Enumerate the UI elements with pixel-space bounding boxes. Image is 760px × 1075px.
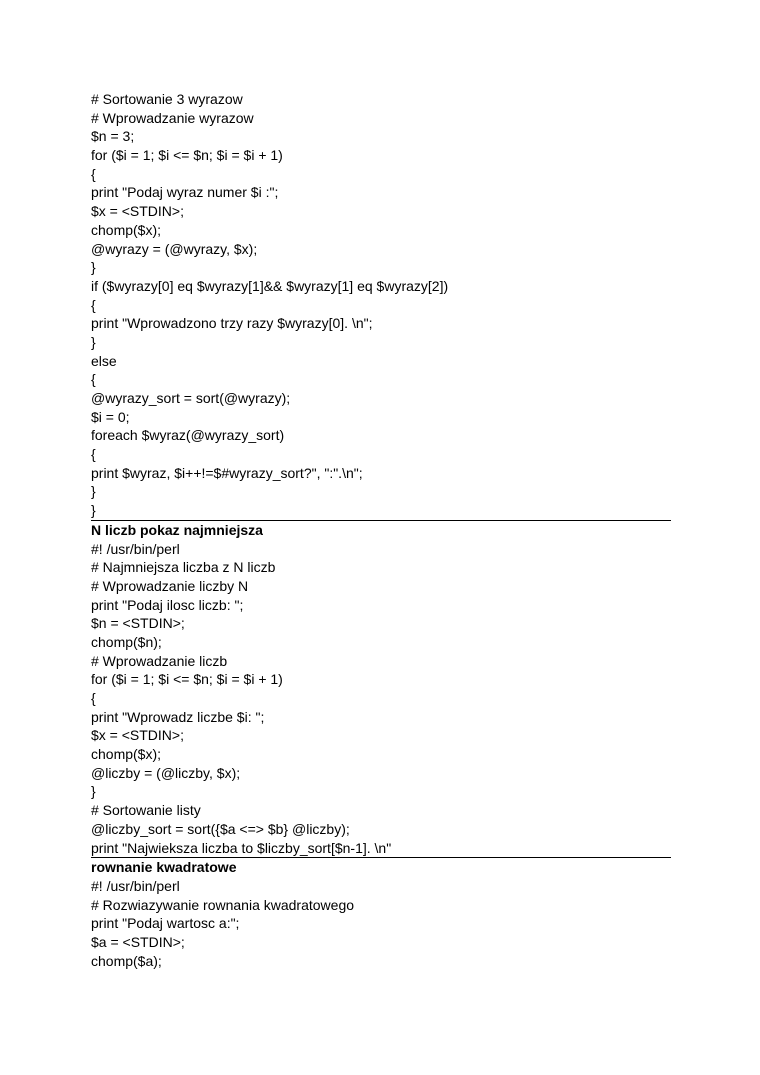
code-line: @wyrazy_sort = sort(@wyrazy); — [91, 390, 291, 406]
code-line: # Rozwiazywanie rownania kwadratowego — [91, 896, 355, 913]
code-line: chomp($x); — [91, 221, 162, 238]
code-line: $a = <STDIN>; — [91, 933, 185, 950]
code-section-sort-words — [91, 90, 671, 520]
code-line: print "Wprowadz liczbe $i: "; — [91, 708, 265, 725]
code-line: { — [91, 446, 96, 463]
code-line: chomp($x); — [91, 746, 162, 763]
code-line: } — [91, 333, 96, 350]
code-line: # Wprowadzanie liczby N — [91, 577, 249, 594]
section-title: N liczb pokaz najmniejsza — [91, 521, 263, 538]
code-line: { — [91, 371, 96, 388]
code-line: chomp($n); — [91, 633, 162, 650]
code-line: @wyrazy = (@wyrazy, $x); — [91, 240, 258, 257]
code-line: print "Podaj ilosc liczb: "; — [91, 596, 244, 613]
code-line: } — [91, 783, 96, 800]
document-page — [91, 90, 671, 970]
code-line: else — [91, 352, 117, 369]
code-line: print "Podaj wyraz numer $i :"; — [91, 184, 279, 201]
code-line: foreach $wyraz(@wyrazy_sort) — [91, 427, 285, 444]
code-line: } — [91, 483, 96, 500]
code-line: print "Najwieksza liczba to $liczby_sort[$n-1]. \n" — [91, 839, 392, 856]
code-line: { — [91, 296, 96, 313]
code-section-quadratic — [91, 858, 671, 970]
code-line: # Wprowadzanie liczb — [91, 652, 228, 669]
code-line: for ($i = 1; $i <= $n; $i = $i + 1) — [91, 147, 283, 164]
code-line: # Najmniejsza liczba z N liczb — [91, 559, 276, 576]
code-line: print $wyraz, $i++!=$#wyrazy_sort?", ":".\n"; — [91, 464, 363, 481]
code-line: } — [91, 259, 96, 276]
code-line: print "Wprowadzono trzy razy $wyrazy[0]. \n"; — [91, 315, 373, 332]
code-line: $i = 0; — [91, 408, 130, 425]
code-line: @liczby = (@liczby, $x); — [91, 764, 241, 781]
code-line: $n = <STDIN>; — [91, 615, 185, 632]
code-line: # Sortowanie listy — [91, 802, 201, 819]
code-line: chomp($a); — [91, 952, 162, 969]
code-line: $x = <STDIN>; — [91, 727, 184, 744]
code-line: @liczby_sort = sort({$a <=> $b} @liczby); — [91, 820, 350, 837]
code-line: { — [91, 690, 96, 706]
code-line: { — [91, 165, 96, 182]
code-line: print "Podaj wartosc a:"; — [91, 915, 240, 932]
code-line: for ($i = 1; $i <= $n; $i = $i + 1) — [91, 671, 283, 688]
code-line: #! /usr/bin/perl — [91, 540, 180, 557]
code-line: #! /usr/bin/perl — [91, 877, 180, 894]
code-section-min-number — [91, 521, 671, 857]
code-line: if ($wyrazy[0] eq $wyrazy[1]&& $wyrazy[1] eq $wyrazy[2]) — [91, 277, 449, 294]
code-line: $n = 3; — [91, 128, 135, 145]
code-line: # Sortowanie 3 wyrazow — [91, 91, 243, 107]
code-line: $x = <STDIN>; — [91, 203, 184, 220]
code-line: } — [91, 502, 96, 519]
section-title: rownanie kwadratowe — [91, 859, 237, 876]
code-line: # Wprowadzanie wyrazow — [91, 109, 254, 126]
